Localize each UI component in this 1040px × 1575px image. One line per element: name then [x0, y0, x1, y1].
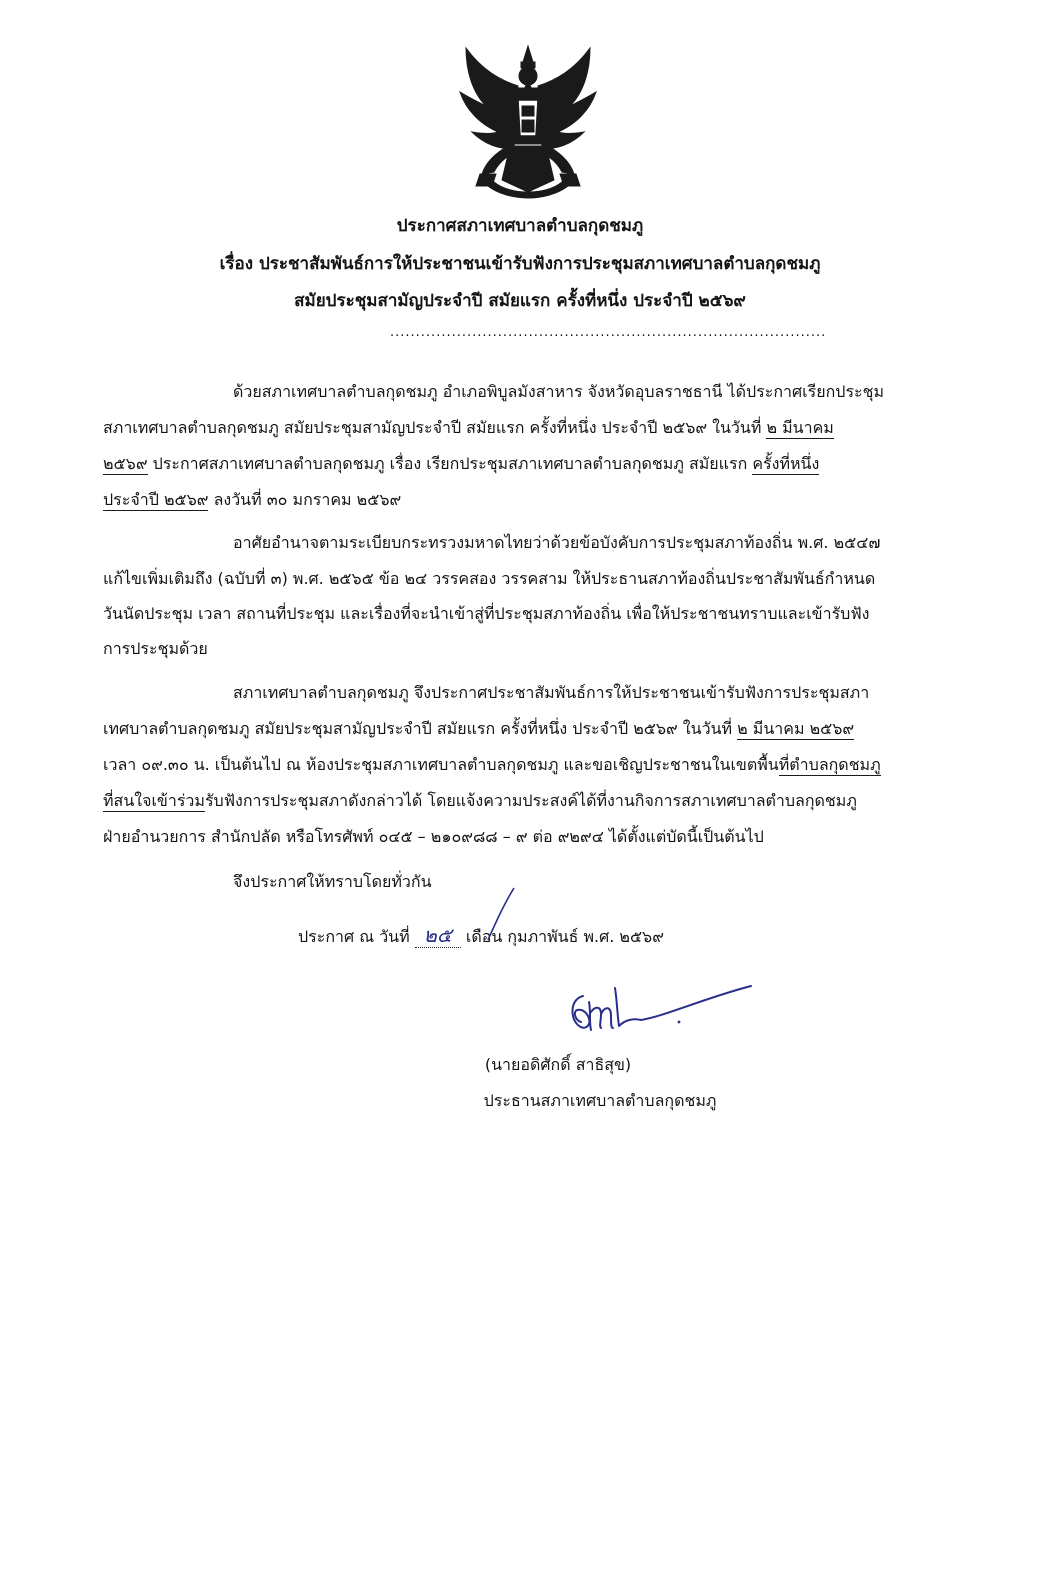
- paragraph-1-line-3-text: ประกาศสภาเทศบาลตำบลกุดชมภู เรื่อง เรียกประชุมสภาเทศบาลตำบลกุดชมภู สมัยแรก: [147, 454, 753, 473]
- area-underlined: ที่ตำบลกุดชมภู: [778, 755, 881, 774]
- paragraph-2-line-2: แก้ไขเพิ่มเติมถึง (ฉบับที่ ๓) พ.ศ. ๒๕๖๕ ข้อ ๒๔ วรรคสอง วรรคสาม ให้ประธานสภาท้องถิ่นประชาสัมพันธ์กำหนด: [103, 569, 876, 588]
- paragraph-2-line-3: วันนัดประชุม เวลา สถานที่ประชุม และเรื่องที่จะนำเข้าสู่ที่ประชุมสภาท้องถิ่น เพื่อให้ประชาชนทราบและเข้ารับฟัง: [103, 604, 870, 623]
- paragraph-3-line-5: ฝ่ายอำนวยการ สำนักปลัด หรือโทรศัพท์ ๐๔๕ – ๒๑๐๙๘๘ – ๙ ต่อ ๙๒๙๔ ได้ตั้งแต่บัดนี้เป็นต้นไป: [103, 827, 764, 846]
- paragraph-3-line-4-text: รับฟังการประชุมสภาดังกล่าวได้ โดยแจ้งความประสงค์ได้ที่งานกิจการสภาเทศบาลตำบลกุดชมภู: [204, 791, 857, 810]
- signatory-name: (นายอดิศักดิ์ สาธิสุข): [484, 1055, 632, 1074]
- interested-underlined: ที่สนใจเข้าร่วม: [103, 791, 205, 810]
- paragraph-3-line-1: สภาเทศบาลตำบลกุดชมภู จึงประกาศประชาสัมพันธ์การให้ประชาชนเข้ารับฟังการประชุมสภา: [233, 683, 870, 702]
- announcement-session: สมัยประชุมสามัญประจำปี สมัยแรก ครั้งที่หนึ่ง ประจำปี ๒๕๖๙: [294, 291, 746, 311]
- paragraph-3-line-4: [103, 791, 857, 811]
- session-number-underlined: ครั้งที่หนึ่ง: [752, 454, 820, 473]
- handwritten-slash-mark: [486, 886, 516, 942]
- date-day-handwritten: ๒๕: [423, 923, 452, 947]
- session-year-underlined: ประจำปี ๒๕๖๙: [103, 490, 209, 509]
- announcement-subject: เรื่อง ประชาสัมพันธ์การให้ประชาชนเข้ารับฟังการประชุมสภาเทศบาลตำบลกุดชมภู: [219, 254, 821, 274]
- paragraph-3-line-2: [103, 719, 854, 739]
- paragraph-2-line-4: การประชุมด้วย: [103, 639, 208, 658]
- paragraph-1-line-4: [103, 490, 401, 510]
- paragraph-1-line-2: [103, 418, 834, 438]
- date-prefix: ประกาศ ณ วันที่: [298, 927, 410, 946]
- meeting-date-underlined: ๒ มีนาคม: [766, 418, 834, 437]
- closing-statement: จึงประกาศให้ทราบโดยทั่วกัน: [233, 872, 432, 891]
- signature-mark: [555, 972, 755, 1052]
- paragraph-1-line-3: [103, 454, 819, 474]
- announcement-title: ประกาศสภาเทศบาลตำบลกุดชมภู: [396, 216, 644, 236]
- paragraph-3-line-2-text: เทศบาลตำบลกุดชมภู สมัยประชุมสามัญประจำปี สมัยแรก ครั้งที่หนึ่ง ประจำปี ๒๕๖๙ ในวันที่: [103, 719, 733, 738]
- date-day-blank: [415, 925, 461, 948]
- paragraph-3-line-3: [103, 755, 881, 775]
- announcement-date-line: [298, 925, 664, 948]
- date-suffix: เดือน กุมภาพันธ์ พ.ศ. ๒๕๖๙: [465, 927, 664, 946]
- meeting-date-underlined-2: ๒ มีนาคม ๒๕๖๙: [737, 719, 855, 738]
- paragraph-1-line-2-text: สภาเทศบาลตำบลกุดชมภู สมัยประชุมสามัญประจำปี สมัยแรก ครั้งที่หนึ่ง ประจำปี ๒๕๖๙ ในวันที่: [103, 418, 762, 437]
- garuda-emblem-icon: [452, 40, 604, 200]
- paragraph-3-line-3-text: เวลา ๐๙.๓๐ น. เป็นต้นไป ณ ห้องประชุมสภาเทศบาลตำบลกุดชมภู และขอเชิญประชาชนในเขตพื้น: [103, 755, 779, 774]
- paragraph-2-line-1: อาศัยอำนาจตามระเบียบกระทรวงมหาดไทยว่าด้วยข้อบังคับการประชุมสภาท้องถิ่น พ.ศ. ๒๕๔๗: [233, 533, 881, 552]
- signatory-title: ประธานสภาเทศบาลตำบลกุดชมภู: [483, 1091, 717, 1110]
- paragraph-1-line-4-text: ลงวันที่ ๓๐ มกราคม ๒๕๖๙: [208, 490, 402, 509]
- paragraph-1-line-1: ด้วยสภาเทศบาลตำบลกุดชมภู อำเภอพิบูลมังสาหาร จังหวัดอุบลราชธานี ได้ประกาศเรียกประชุม: [233, 382, 885, 401]
- meeting-year-underlined: ๒๕๖๙: [103, 454, 148, 473]
- heading-divider: .....................................................................................: [390, 325, 827, 340]
